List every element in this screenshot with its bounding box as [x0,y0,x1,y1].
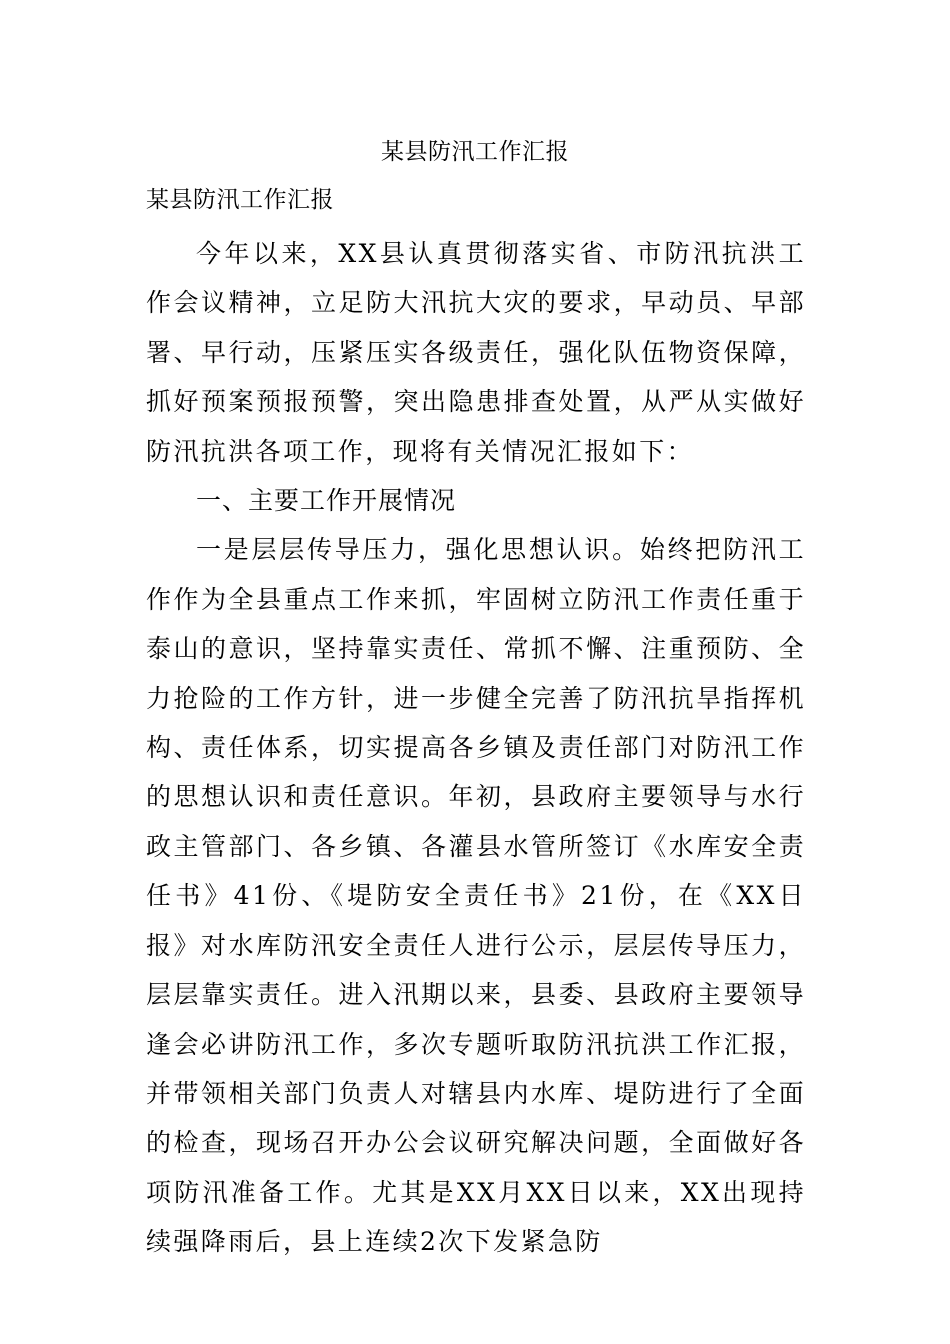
body-paragraph: 一是层层传导压力，强化思想认识。始终把防汛工作作为全县重点工作来抓，牢固树立防汛工作责任重于泰山的意识，坚持靠实责任、常抓不懈、注重预防、全力抢险的工作方针，进一步健全完善了防汛抗旱指挥机构、责任体系，切实提高各乡镇及责任部门对防汛工作的思想认识和责任意识。年初，县政府主要领导与水行政主管部门、各乡镇、各灌县水管所签订《水库安全责任书》41份、《堤防安全责任书》21份，在《XX日报》对水库防汛安全责任人进行公示，层层传导压力，层层靠实责任。进入汛期以来，县委、县政府主要领导逢会必讲防汛工作，多次专题听取防汛抗洪工作汇报，并带领相关部门负责人对辖县内水库、堤防进行了全面的检查，现场召开办公会议研究解决问题，全面做好各项防汛准备工作。尤其是XX月XX日以来，XX出现持续强降雨后，县上连续2次下发紧急防 [146,535,806,1257]
document-subtitle: 某县防汛工作汇报 [146,187,334,213]
document-title: 某县防汛工作汇报 [381,139,569,165]
document-body [146,229,806,1267]
intro-paragraph: 今年以来，XX县认真贯彻落实省、市防汛抗洪工作会议精神，立足防大汛抗大灾的要求，早动员、早部署、早行动，压紧压实各级责任，强化队伍物资保障，抓好预案预报预警，突出隐患排查处置，从严从实做好防汛抗洪各项工作，现将有关情况汇报如下： [146,239,806,466]
section-heading: 一、主要工作开展情况 [196,486,457,516]
